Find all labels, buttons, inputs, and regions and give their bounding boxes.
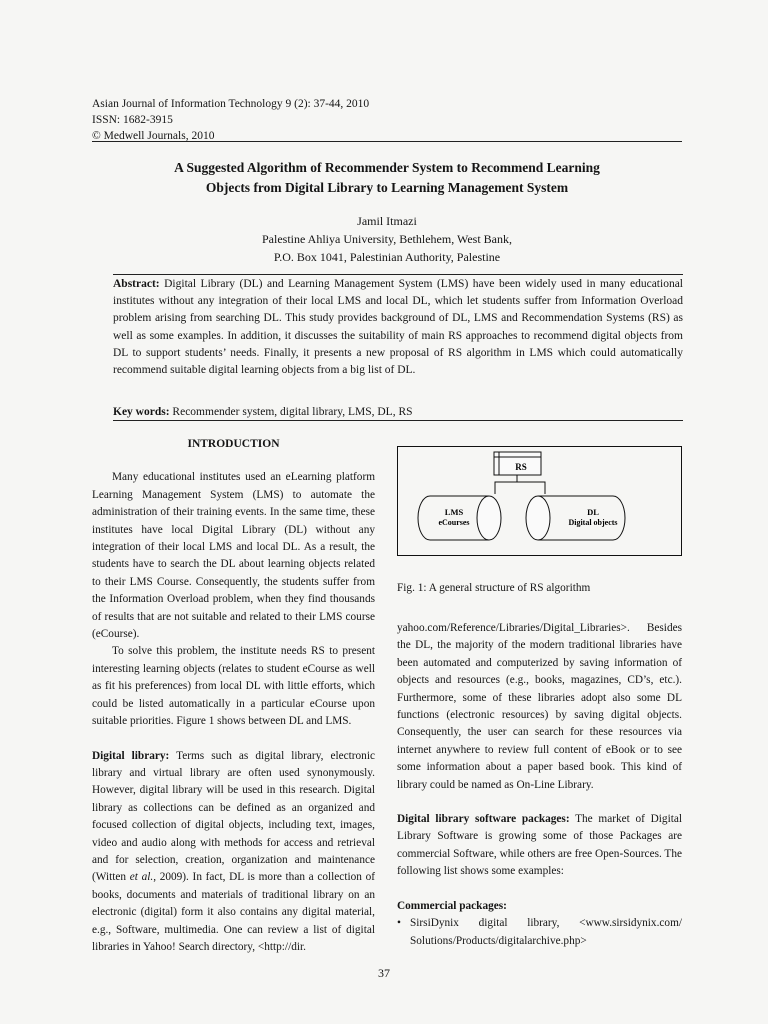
paragraph-gap [92, 731, 375, 748]
dl-label: DL [587, 507, 599, 517]
paragraph-gap [397, 881, 682, 898]
dl-cylinder [526, 496, 625, 540]
keywords-text: Recommender system, digital library, LMS, DL, RS [172, 406, 413, 418]
paragraph-gap [397, 794, 682, 811]
author-block [92, 212, 682, 266]
keywords-divider [113, 420, 683, 421]
title-line-2: Objects from Digital Library to Learning Management System [205, 180, 569, 195]
rs-structure-diagram [397, 446, 682, 556]
figure-caption: Fig. 1: A general structure of RS algorithm [397, 582, 591, 594]
lms-sublabel: eCourses [438, 518, 470, 527]
software-packages-heading: Digital library software packages: [397, 813, 570, 826]
lms-label: LMS [444, 507, 464, 517]
digital-library-heading: Digital library: [92, 749, 170, 762]
digital-library-text-a: Terms such as digital library, electronic library and virtual library are often used synonymously. However, digital library will be used in this research. Digital library as collections can be defined as an organized and focused collection of digital objects, including text, images, video and audio along with methods for access and retrieval and for selection, creation, organization and maintenance (Witten [92, 749, 375, 884]
rs-label: RS [515, 462, 527, 472]
commercial-packages-list [397, 915, 682, 950]
connector-rs-lms [495, 475, 517, 494]
right-paragraph-1: yahoo.com/Reference/Libraries/Digital_Libraries>. Besides the DL, the majority of the modern traditional libraries have been automated and computerized by saving information of objects and resources (e.g., books, magazines, CD’s, etc.). Furthermore, some of these libraries adopt also some DL functions (electronic resources) by saving digital objects. Consequently, the user can search for these resources via internet anywhere to review full content of eBook or to see some information about a paper based book. This kind of library could be named as On-Line Library. [397, 622, 682, 791]
section-heading-introduction: INTRODUCTION [187, 438, 280, 450]
lms-cylinder [418, 496, 501, 540]
journal-copyright: © Medwell Journals, 2010 [92, 130, 215, 142]
digital-library-paragraph [92, 748, 375, 957]
abstract [113, 276, 683, 379]
left-column [92, 436, 375, 956]
abstract-label: Abstract: [113, 278, 160, 290]
rs-box [494, 452, 541, 475]
author-name: Jamil Itmazi [357, 214, 417, 228]
dl-sublabel: Digital objects [568, 518, 618, 527]
journal-citation: Asian Journal of Information Technology 9 (2): 37-44, 2010 [92, 98, 370, 110]
title-line-1: A Suggested Algorithm of Recommender System to Recommend Learning [174, 160, 600, 175]
figure-1 [397, 446, 682, 556]
header-divider [92, 141, 682, 142]
commercial-packages-heading: Commercial packages: [397, 899, 507, 912]
intro-paragraph-1: Many educational institutes used an eLearning platform Learning Management System (LMS) to automate the administration of their training events. In the same time, these institutes have local Digital Library (DL) without any integration of their local LMS and local DL. As a result, the students have to search the DL about learning objects related to their LMS Course. Consequently, the students suffer from the Information Overload problem, when they find thousands of results that are not suitable and related to their LMS course (eCourse). [92, 471, 375, 641]
list-item [397, 915, 682, 950]
abstract-text: Digital Library (DL) and Learning Management System (LMS) have been widely used in many educational institutes without any integration of their local LMS and local DL, which let students suffer from Information Overload problem arising from searching DL. This study provides background of DL, LMS and Recommendation Systems (RS) as well as some examples. In addition, it discusses the suitability of main RS approaches to recommend digital objects from DL to support students’ needs. Finally, it presents a new proposal of RS algorithm in LMS which could automatically recommend suitable digital learning objects from a big list of DL. [113, 278, 683, 377]
author-affiliation-1: Palestine Ahliya University, Bethlehem, West Bank, [262, 232, 512, 246]
page-number: 37 [378, 966, 390, 980]
list-item-text: SirsiDynix digital library, <www.sirsidynix.com/ Solutions/Products/digitalarchive.php> [410, 917, 682, 947]
connector-rs-dl [517, 482, 545, 494]
software-packages-paragraph [397, 811, 682, 881]
keywords-label: Key words: [113, 406, 170, 418]
software-packages-text: The market of Digital Library Software is growing some of those Packages are commercial Software, while others are free Open-Sources. The following list shows some examples: [397, 813, 683, 878]
digital-library-text-b: , 2009). In fact, DL is more than a collection of books, documents and materials of traditional library on an electronic (digital) form it also contains any digital material, e.g., Software, multimedia. One can review a list of digital libraries in Yahoo! Search directory, <http://dir. [92, 871, 375, 953]
paper-title [92, 158, 682, 198]
bullet-icon: • [397, 917, 401, 930]
abstract-top-divider [113, 274, 683, 275]
right-column [397, 620, 682, 950]
author-affiliation-2: P.O. Box 1041, Palestinian Authority, Palestine [273, 250, 501, 264]
journal-header [92, 96, 682, 144]
intro-paragraph-2: To solve this problem, the institute needs RS to present interesting learning objects (relates to student eCourse as well as fit his preferences) from local DL with little efforts, which could be listed automatically in a particular eCourse upon suitable priorities. Figure 1 shows between DL and LMS. [92, 645, 375, 728]
journal-issn: ISSN: 1682-3915 [92, 114, 173, 126]
keywords [113, 404, 683, 420]
citation-et-al: et al. [129, 871, 154, 884]
